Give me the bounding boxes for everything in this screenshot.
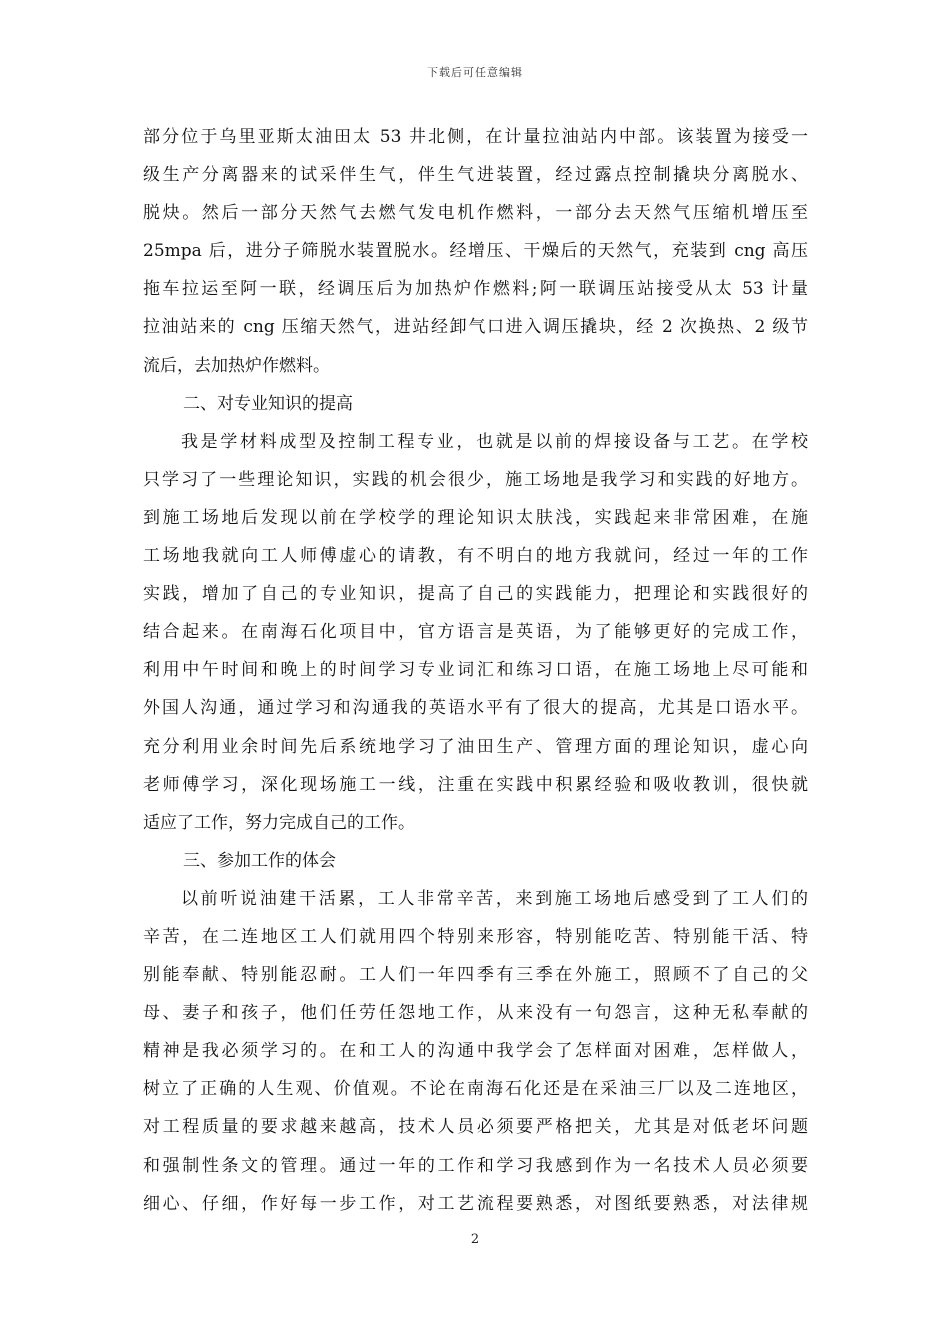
body-line: 到施工场地后发现以前在学校学的理论知识太肤浅，实践起来非常困难，在施	[143, 507, 808, 528]
body-line: 充分利用业余时间先后系统地学习了油田生产、管理方面的理论知识，虚心向	[143, 736, 808, 757]
body-line: 精神是我必须学习的。在和工人的沟通中我学会了怎样面对困难，怎样做人，	[143, 1041, 808, 1062]
paragraph-first-line: 以前听说油建干活累，工人非常辛苦，来到施工场地后感受到了工人们的	[181, 888, 808, 909]
body-line: 和强制性条文的管理。通过一年的工作和学习我感到作为一名技术人员必须要	[143, 1155, 808, 1176]
body-line: 别能奉献、特别能忍耐。工人们一年四季有三季在外施工，照顾不了自己的父	[143, 965, 808, 986]
body-line: 流后，去加热炉作燃料。	[143, 355, 330, 376]
body-line: 细心、仔细，作好每一步工作，对工艺流程要熟悉，对图纸要熟悉，对法律规	[143, 1193, 808, 1214]
body-line: 脱炔。然后一部分天然气去燃气发电机作燃料，一部分去天然气压缩机增压至	[143, 203, 808, 224]
body-line: 辛苦，在二连地区工人们就用四个特别来形容，特别能吃苦、特别能干活、特	[143, 926, 808, 947]
body-line: 级生产分离器来的试采伴生气，伴生气进装置，经过露点控制撬块分离脱水、	[143, 165, 808, 186]
body-line: 拉油站来的 cng 压缩天然气，进站经卸气口进入调压撬块，经 2 次换热、2 级节	[143, 317, 808, 338]
body-line: 25mpa 后，进分子筛脱水装置脱水。经增压、干燥后的天然气，充装到 cng 高压	[143, 241, 808, 262]
body-line: 母、妻子和孩子，他们任劳任怨地工作，从来没有一句怨言，这种无私奉献的	[143, 1003, 808, 1024]
body-line: 老师傅学习，深化现场施工一线，注重在实践中积累经验和吸收教训，很快就	[143, 774, 808, 795]
page-header: 下载后可任意编辑	[427, 66, 523, 79]
section-heading: 三、参加工作的体会	[183, 850, 336, 871]
section-heading: 二、对专业知识的提高	[183, 393, 353, 414]
body-line: 适应了工作，努力完成自己的工作。	[143, 812, 415, 833]
body-line: 结合起来。在南海石化项目中，官方语言是英语，为了能够更好的完成工作，	[143, 622, 808, 643]
body-line: 拖车拉运至阿一联，经调压后为加热炉作燃料;阿一联调压站接受从太 53 计量	[143, 279, 808, 300]
paragraph-first-line: 我是学材料成型及控制工程专业，也就是以前的焊接设备与工艺。在学校	[181, 431, 808, 452]
body-line: 部分位于乌里亚斯太油田太 53 井北侧，在计量拉油站内中部。该装置为接受一	[143, 127, 808, 147]
body-line: 外国人沟通，通过学习和沟通我的英语水平有了很大的提高，尤其是口语水平。	[143, 698, 808, 719]
body-line: 实践，增加了自己的专业知识，提高了自己的实践能力，把理论和实践很好的	[143, 584, 808, 605]
body-line: 利用中午时间和晚上的时间学习专业词汇和练习口语，在施工场地上尽可能和	[143, 660, 808, 681]
body-line: 只学习了一些理论知识，实践的机会很少，施工场地是我学习和实践的好地方。	[143, 469, 808, 490]
body-line: 工场地我就向工人师傅虚心的请教，有不明白的地方我就问，经过一年的工作	[143, 546, 808, 567]
document-body	[143, 118, 808, 1223]
body-line: 对工程质量的要求越来越高，技术人员必须要严格把关，尤其是对低老坏问题	[143, 1117, 808, 1138]
page-number: 2	[470, 1232, 480, 1247]
body-line: 树立了正确的人生观、价值观。不论在南海石化还是在采油三厂以及二连地区，	[143, 1079, 808, 1100]
